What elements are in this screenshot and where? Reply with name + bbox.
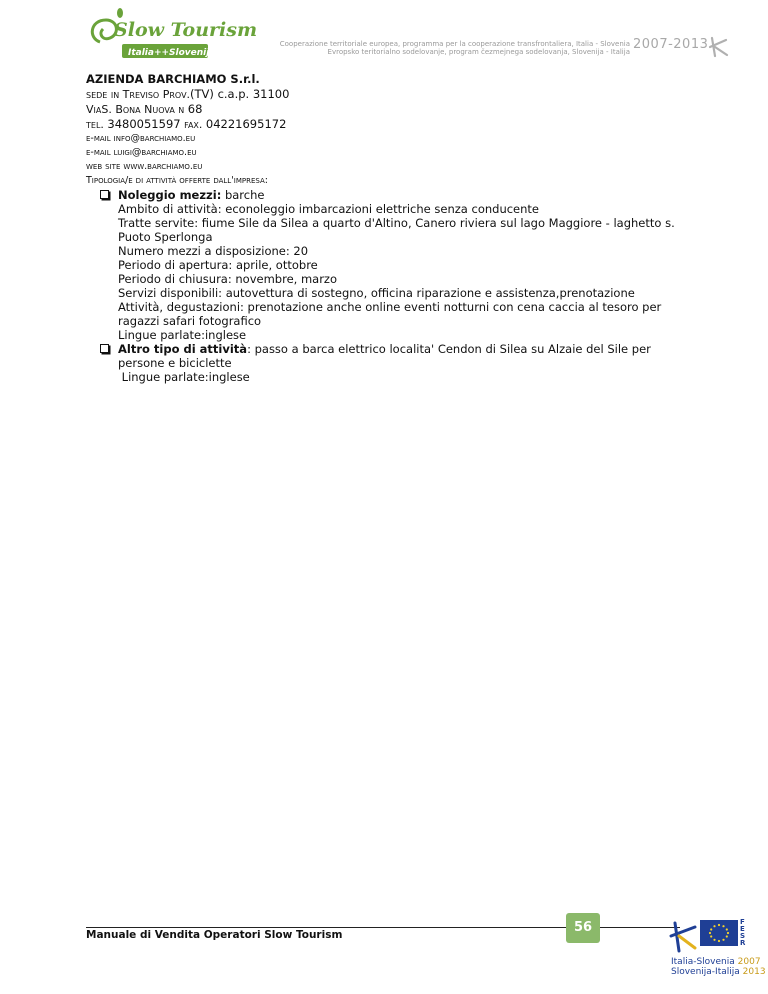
page-number-badge: 56 xyxy=(566,913,600,943)
fax-label: fax. xyxy=(184,118,203,131)
activity-detail: Tratte servite: fiume Sile da Silea a quarto d'Altino, Canero riviera sul lago Maggiore - laghetto s. Puoto Sperlonga xyxy=(118,216,675,244)
activity-value: barche xyxy=(224,188,265,202)
address-label: sede in Treviso Prov. xyxy=(86,88,191,101)
activity-detail: Servizi disponibili: autovettura di sostegno, officina riparazione e assistenza,prenotazione xyxy=(118,286,635,300)
logo-brand-text: Slow Tourism xyxy=(114,19,258,41)
activity-detail: Attività, degustazioni: prenotazione anche online eventi notturni con cena caccia al tesoro per ragazzi safari fotografico xyxy=(118,300,662,328)
activity-label: Noleggio mezzi: xyxy=(118,188,222,202)
slow-tourism-logo xyxy=(86,8,258,60)
activity-item xyxy=(100,342,686,384)
company-email-1[interactable]: e-mail info@barchiamo.eu xyxy=(86,133,196,144)
program-description xyxy=(262,40,630,56)
tel-label: tel. xyxy=(86,118,104,131)
activity-value: : passo a barca elettrico localita' Cendon di Silea su Alzaie del Sile per persone e biciclette xyxy=(118,342,651,370)
checkbox-bullet-icon xyxy=(100,344,109,353)
program-star-icon xyxy=(706,35,730,59)
activity-label: Altro tipo di attività xyxy=(118,342,248,356)
country-line-2: Slovenija-Italija xyxy=(671,967,740,977)
country-line-1: Italia-Slovenia xyxy=(671,957,735,967)
fesr-label: FESR xyxy=(740,918,746,947)
interreg-star-icon xyxy=(668,920,698,954)
country-year-1: 2007 xyxy=(737,957,761,967)
activity-item xyxy=(100,188,686,342)
company-address xyxy=(86,87,686,102)
fax-number: 04221695172 xyxy=(205,117,287,131)
logo-badge-text: Italia++Slovenija xyxy=(128,48,216,58)
activity-detail: Ambito di attività: econoleggio imbarcazioni elettriche senza conducente xyxy=(118,202,540,216)
activity-detail: Periodo di chiusura: novembre, marzo xyxy=(118,272,337,286)
footer-divider xyxy=(86,927,574,928)
activity-detail: Periodo di apertura: aprile, ottobre xyxy=(118,258,318,272)
typology-heading: Tipologia/e di attività offerte dall'impresa: xyxy=(86,175,268,186)
checkbox-bullet-icon xyxy=(100,190,109,199)
activity-list xyxy=(100,188,686,384)
company-sheet xyxy=(86,72,686,384)
company-phone xyxy=(86,117,686,132)
country-year-2: 2013 xyxy=(742,967,766,977)
address-value: (TV) c.a.p. 31100 xyxy=(190,87,290,101)
activity-detail: Numero mezzi a disposizione: 20 xyxy=(118,244,309,258)
tel-number: 3480051597 xyxy=(107,117,181,131)
program-years: 2007-2013 xyxy=(633,37,709,52)
eu-flag-icon xyxy=(700,920,738,946)
footer-program-name xyxy=(671,957,766,977)
company-website[interactable]: web site www.barchiamo.eu xyxy=(86,161,203,172)
program-line-sl: Evropsko teritorialno sodelovanje, program čezmejnega sodelovanja, Slovenija - Italija xyxy=(327,48,630,56)
program-line-it: Cooperazione territoriale europea, programma per la cooperazione transfrontaliera, Italia - Slovenia xyxy=(279,40,630,48)
company-name: AZIENDA BARCHIAMO S.r.l. xyxy=(86,72,260,86)
footer-title: Manuale di Vendita Operatori Slow Tourism xyxy=(86,929,343,941)
street-label: ViaS. Bona Nuova n xyxy=(86,103,185,116)
company-email-2[interactable]: e-mail luigi@barchiamo.eu xyxy=(86,147,197,158)
activity-detail: Lingue parlate:inglese xyxy=(118,370,250,384)
activity-detail: Lingue parlate:inglese xyxy=(118,328,247,342)
street-number: 68 xyxy=(187,102,203,116)
company-street xyxy=(86,102,686,117)
